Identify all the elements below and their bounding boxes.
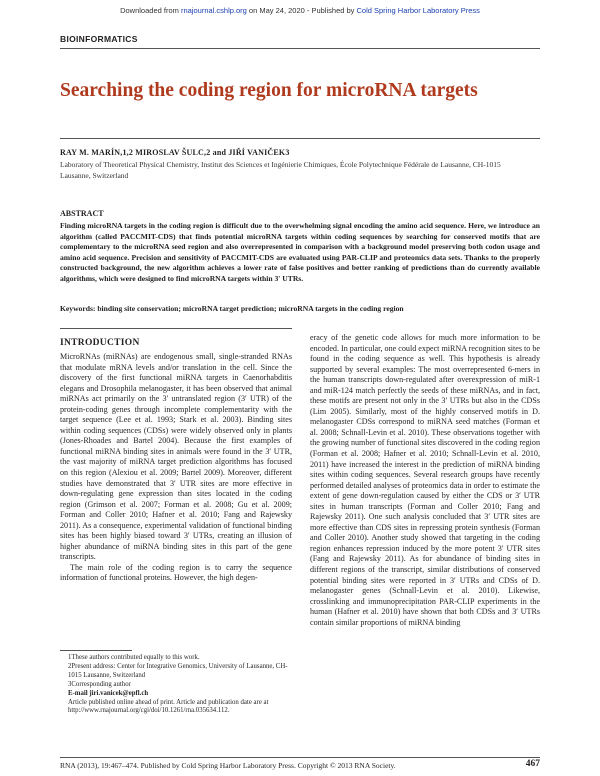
banner-middle: on May 24, 2020 - Published by (246, 6, 357, 15)
footnote-2: 2Present address: Center for Integrative Genomics, University of Lausanne, CH-1015 Lausanne, Switzerland (68, 662, 288, 679)
footnote-publication: Article published online ahead of print. Article and publication date are at http://www.rnajournal.org/cgi/doi/10.1261/rna.035634.112. (68, 698, 269, 715)
intro-rule (60, 328, 292, 329)
footnotes (60, 654, 292, 716)
keywords: Keywords: binding site conservation; microRNA target prediction; microRNA targets in the coding region (60, 304, 404, 313)
corresponding-email: E-mail jiri.vanicek@epfl.ch (68, 689, 149, 697)
affiliation: Laboratory of Theoretical Physical Chemistry, Institut des Sciences et Ingénierie Chimiques, École Polytechnique Fédérale de Lausanne, CH-1015 Lausanne, Switzerland (60, 160, 501, 180)
right-column-paragraph: eracy of the genetic code allows for much more information to be encoded. In particular, one could expect miRNA recognition sites to be found in the coding sequence as well. This hypothesis is already supported by several examples: The most overrepresented 6-mers in the human transcripts down-regulated after overexpression of miR-1 and miR-124 match perfectly the seeds of these miRNAs, and in fact, these motifs are present not only in the 3′ UTRs but also in the CDSs (Lim 2005). Similarly, most of the highly conserved motifs in D. melanogaster CDSs correspond to miRNA seed matches (Forman et al. 2008; Schnall-Levin et al. 2010). These observations together with the growing number of functional sites discovered in the coding region (Forman et al. 2008; Hafner et al. 2010; Schnall-Levin et al. 2010, 2011) have increased the interest in the prediction of miRNA binding sites within coding sequences. Several research groups have recently performed detailed analyses of proteomics data in order to estimate the extent of gene down-regulation caused by either the CDS or 3′ UTR sites in human transcripts (Forman and Coller 2010; Fang and Rajewsky 2011). One such analysis concluded that 3′ UTR sites are more effective than CDS sites in repressing protein synthesis (Forman and Coller 2010). Another study showed that targeting in the coding region enhances repression induced by the more potent 3′ UTR sites (Fang and Rajewsky 2011). As for abundance of binding sites in different regions of the transcript, similar distributions of conserved potential binding sites were reported in 3′ UTRs and CDSs of D. melanogaster genes (Schnall-Levin et al. 2010). Likewise, crosslinking and immunoprecipitation PAR-CLIP experiments in the human (Hafner et al. 2010) have shown that both CDSs and 3′ UTRs contain similar proportions of miRNA binding (310, 333, 540, 627)
download-banner (0, 6, 600, 15)
banner-prefix: Downloaded from (120, 6, 181, 15)
abstract-heading: ABSTRACT (60, 209, 104, 218)
intro-paragraph-1: MicroRNAs (miRNAs) are endogenous small, single-stranded RNAs that modulate mRNA levels and/or translation in the cell. Since the discovery of the first functional miRNA targets in Caenorhabditis elegans and Drosophila melanogaster, it has been observed that animal miRNAs act primarily on the 3′ untranslated region (3′ UTR) of the protein-coding genes through incomplete complementarity with the target sequence (Lee et al. 1993; Stark et al. 2003). Binding sites within coding sequences (CDSs) were widely observed only in plants (Jones-Rhoades and Bartel 2004). Because the first examples of functional miRNA binding sites in animals were found in the 3′ UTR, the vast majority of miRNA target prediction algorithms has focused on this region (Alexiou et al. 2009; Bartel 2009). Moreover, different studies have demonstrated that 3′ UTR sites are more effective in down-regulating gene expression than sites located in the coding region (Grimson et al. 2007; Forman et al. 2008; Gu et al. 2009; Forman and Coller 2010; Hafner et al. 2010; Fang and Rajewsky 2011). As a consequence, experimental validation of functional binding sites has been highly biased toward 3′ UTRs, creating an illusion of higher abundance of miRNA binding sites in this part of the gene transcripts. (60, 352, 292, 562)
journal-site-link[interactable]: rnajournal.cshlp.org (180, 6, 247, 15)
footer-rule (60, 757, 540, 758)
footnote-rule (60, 650, 132, 651)
footnote-3: 3Corresponding author (68, 680, 131, 688)
footnote-1: 1These authors contributed equally to this work. (68, 654, 200, 661)
section-label: BIOINFORMATICS (60, 34, 138, 44)
publisher-link[interactable]: Cold Spring Harbor Laboratory Press (356, 6, 480, 15)
title-rule (60, 138, 540, 139)
abstract-text: Finding microRNA targets in the coding region is difficult due to the overwhelming signal encoding the amino acid sequence. Here, we introduce an algorithm (called PACCMIT-CDS) that finds potential microRNA targets within coding sequences by searching for conserved motifs that are complementary to the microRNA seed region and also overrepresented in comparison with a background model preserving both codon usage and amino acid sequence. Precision and sensitivity of PACCMIT-CDS are evaluated using PAR-CLIP and proteomics data sets. Thanks to the properly constructed background, the new algorithm achieves a lower rate of false positives and better ranking of predictions than do currently available algorithms, which were designed to find microRNA targets within 3′ UTRs. (60, 221, 540, 283)
left-column (60, 352, 292, 584)
author-list: RAY M. MARÍN,1,2 MIROSLAV ŠULC,2 and JIŘÍ VANIČEK3 (60, 148, 290, 157)
intro-paragraph-2: The main role of the coding region is to carry the sequence information of functional proteins. However, the high degen- (60, 562, 292, 583)
header-rule (60, 48, 540, 49)
right-column (310, 333, 540, 628)
page-number: 467 (525, 759, 540, 769)
introduction-heading: INTRODUCTION (60, 338, 140, 348)
article-title: Searching the coding region for microRNA targets (60, 80, 478, 101)
journal-citation: RNA (2013), 19:467–474. Published by Cold Spring Harbor Laboratory Press. Copyright © 2013 RNA Society. (60, 761, 396, 770)
